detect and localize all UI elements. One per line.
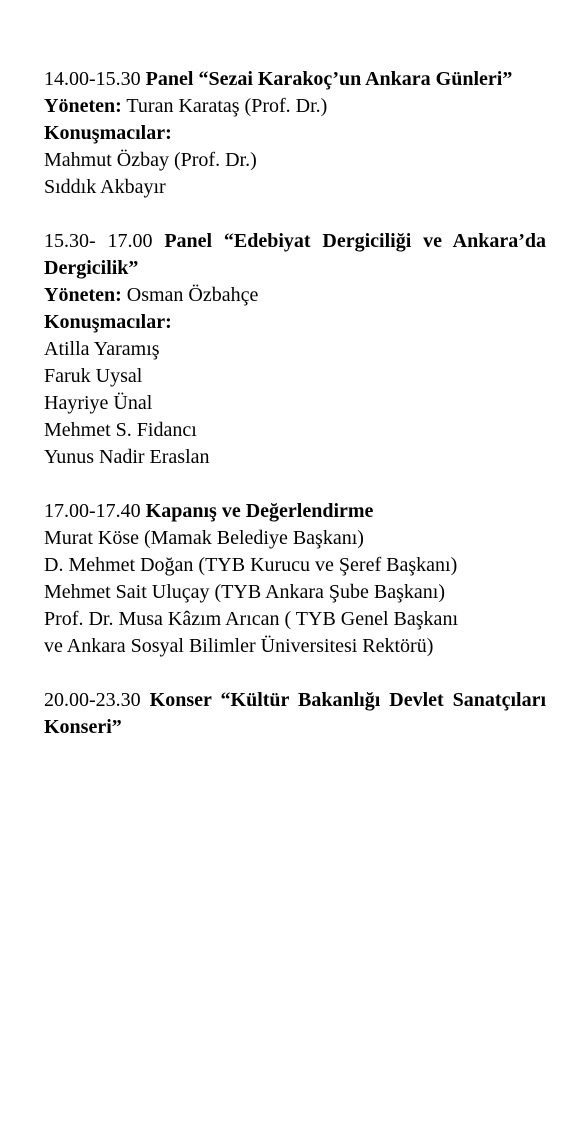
speaker-name: Sıddık Akbayır <box>44 176 166 198</box>
session-time: 20.00-23.30 <box>44 689 141 711</box>
session-panel-sezai-karakoc <box>44 66 546 201</box>
speaker-name: Faruk Uysal <box>44 365 143 387</box>
session-title: Kapanış ve Değerlendirme <box>145 500 374 522</box>
session-time: 14.00-15.30 <box>44 68 141 90</box>
session-title: Panel “Sezai Karakoç’un Ankara Günleri” <box>145 68 513 90</box>
speakers-label: Konuşmacılar: <box>44 122 172 144</box>
participant-line: Prof. Dr. Musa Kâzım Arıcan ( TYB Genel Başkanı <box>44 608 458 630</box>
session-heading <box>44 687 546 741</box>
session-panel-edebiyat-dergiciligi <box>44 228 546 471</box>
session-closing <box>44 498 546 660</box>
speaker-name: Atilla Yaramış <box>44 338 160 360</box>
session-title: Konser “Kültür Bakanlığı Devlet Sanatçıları Konseri” <box>44 689 547 738</box>
moderator-line <box>44 93 546 120</box>
speaker-name: Mehmet S. Fidancı <box>44 419 197 441</box>
moderator-name: Turan Karataş (Prof. Dr.) <box>126 95 328 117</box>
session-concert <box>44 687 546 741</box>
speaker-name: Yunus Nadir Eraslan <box>44 446 210 468</box>
speaker-name: Hayriye Ünal <box>44 392 153 414</box>
participant-line: Murat Köse (Mamak Belediye Başkanı) <box>44 527 364 549</box>
session-time: 15.30- 17.00 <box>44 230 153 252</box>
session-time: 17.00-17.40 <box>44 500 141 522</box>
speaker-name: Mahmut Özbay (Prof. Dr.) <box>44 149 257 171</box>
moderator-name: Osman Özbahçe <box>126 284 259 306</box>
participant-line: D. Mehmet Doğan (TYB Kurucu ve Şeref Başkanı) <box>44 554 458 576</box>
participant-line: Mehmet Sait Uluçay (TYB Ankara Şube Başkanı) <box>44 581 446 603</box>
session-heading <box>44 66 546 93</box>
speakers-label: Konuşmacılar: <box>44 311 172 333</box>
moderator-label: Yöneten: <box>44 284 122 306</box>
moderator-line <box>44 282 546 309</box>
session-heading <box>44 228 546 282</box>
participant-line: ve Ankara Sosyal Bilimler Üniversitesi Rektörü) <box>44 635 434 657</box>
moderator-label: Yöneten: <box>44 95 122 117</box>
program-page <box>44 66 546 768</box>
session-title: Panel “Edebiyat Dergiciliği ve Ankara’da Dergicilik” <box>44 230 547 279</box>
session-heading <box>44 498 546 525</box>
